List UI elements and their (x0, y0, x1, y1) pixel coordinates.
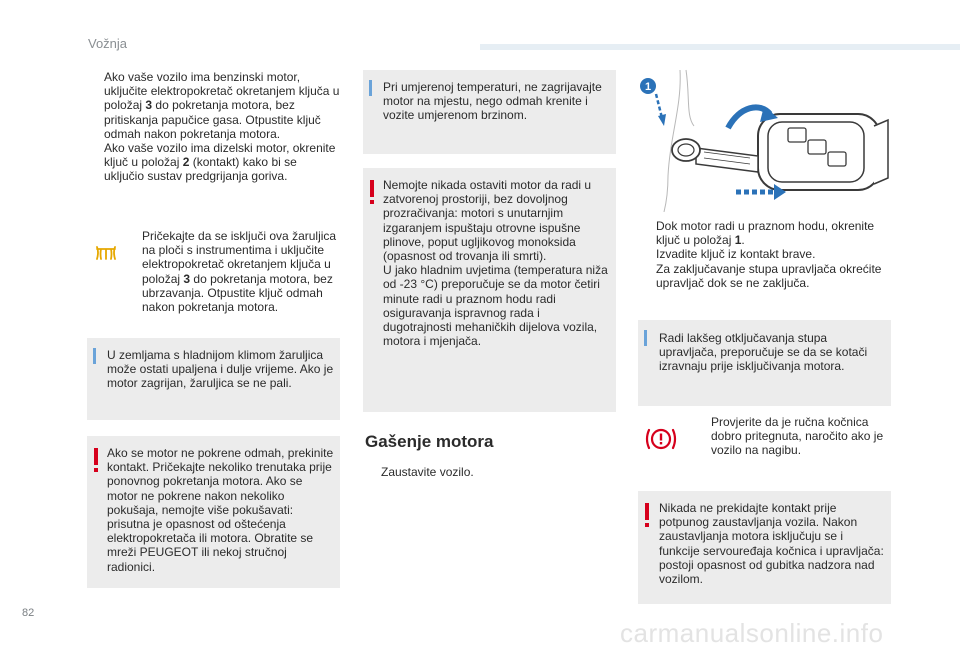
list-item: Provjerite da je ručna kočnica dobro pritegnuta, naročito ako je vozilo na nagibu. (695, 415, 890, 458)
info-marker (93, 348, 96, 364)
glow-plug-note: Pričekajte da se isključi ova žaruljica na ploči s instrumentima i uključite elektropokretač okretanjem ključa u položaj 3 do pokretanja motora, bez ubrzavanja. Otpustite ključ odmah nakon pokretanja motora. (142, 229, 337, 315)
list-item: Izvadite ključ iz kontakt brave. (640, 247, 892, 261)
list-item: Za zaključavanje stupa upravljača okrećite upravljač dok se ne zaključa. (640, 262, 892, 290)
bullet-marker (640, 219, 656, 247)
warning-marker (370, 180, 374, 197)
header-bar (480, 44, 960, 50)
info-marker (644, 330, 647, 346)
page-header-title: Vožnja (88, 36, 128, 51)
warning-box (638, 491, 891, 604)
info-text: Pri umjerenoj temperaturi, ne zagrijavajte motor na mjestu, nego odmah krenite i vozite umjerenom brzinom. (383, 80, 602, 123)
col1-bullets (88, 70, 340, 184)
info-box (87, 338, 340, 420)
parking-brake-warning-icon (644, 426, 678, 452)
list-item: Ako vaše vozilo ima benzinski motor, uključite elektropokretač okretanjem ključa u položaj 3 do pokretanja motora, bez pritiskanja papučice gasa. Otpustite ključ odmah nakon pokretanja motora. (88, 70, 340, 141)
bullet-marker (88, 141, 104, 184)
bullet-marker (365, 465, 381, 479)
bullet-marker (88, 70, 104, 141)
section-title: Gašenje motora (365, 432, 494, 451)
warning-text: Ako se motor ne pokrene odmah, prekinite kontakt. Pričekajte nekoliko trenutaka prije ponovnog pokretanja motora. Ako se motor ne pokrene nakon nekoliko pokušaja, nemojte više pokušavati: prisutna je opasnost od oštećenja elektropokretača ili motora. Obratite se mreži PEUGEOT ili nekoj stručnoj radionici. (107, 446, 334, 574)
watermark: carmanualsonline.info (620, 618, 884, 648)
bullet-marker (695, 415, 711, 458)
list-item: Dok motor radi u praznom hodu, okrenite ključ u položaj 1. (640, 219, 892, 247)
warning-box (87, 436, 340, 588)
list-item: Zaustavite vozilo. (365, 465, 613, 479)
warning-text: Nikada ne prekidajte kontakt prije potpunog zaustavljanja vozila. Nakon zaustavljanja motora isključuju se i funkcije servouređaja kočnica i upravljača: postoji opasnost od gubitka nadzora nad vozilom. (659, 501, 884, 587)
warning-text: Nemojte nikada ostaviti motor da radi u zatvorenoj prostoriji, bez dovoljnog prozračivanja: motori s unutarnjim izgaranjem ispuštaju otrovne ispušne plinove, poput ugljikovog monoksida (opasnost od trovanja ili smrti). U jako hladnim uvjetima (temperatura niža od -23 °C) preporučuje se da motor četiri minute radi u praznom hodu radi osiguravanja ispravnog rada i dugotrajnosti mehaničkih dijelova vozila, motora i mjenjača. (383, 178, 608, 349)
ignition-key-illustration (638, 66, 890, 212)
info-box (363, 70, 616, 154)
info-marker (369, 80, 372, 96)
col3-bullets (640, 219, 892, 290)
bullet-marker (640, 247, 656, 261)
info-text: U zemljama s hladnijom klimom žaruljica može ostati upaljena i dulje vrijeme. Ako je motor zagrijan, žaruljica se ne pali. (107, 348, 334, 391)
figure-label: 1 (644, 81, 652, 93)
info-box (638, 320, 891, 406)
warning-marker (645, 503, 649, 520)
page-number: 82 (22, 607, 35, 619)
glow-plug-icon (95, 246, 117, 260)
info-text: Radi lakšeg otključavanja stupa upravljača, preporučuje se da se kotači izravnaju prije isključivanja motora. (659, 331, 868, 374)
bullet-marker (640, 262, 656, 290)
list-item: Ako vaše vozilo ima dizelski motor, okrenite ključ u položaj 2 (kontakt) kako bi se uključio sustav predgrijanja goriva. (88, 141, 340, 184)
warning-box (363, 168, 616, 412)
warning-marker (94, 448, 98, 465)
